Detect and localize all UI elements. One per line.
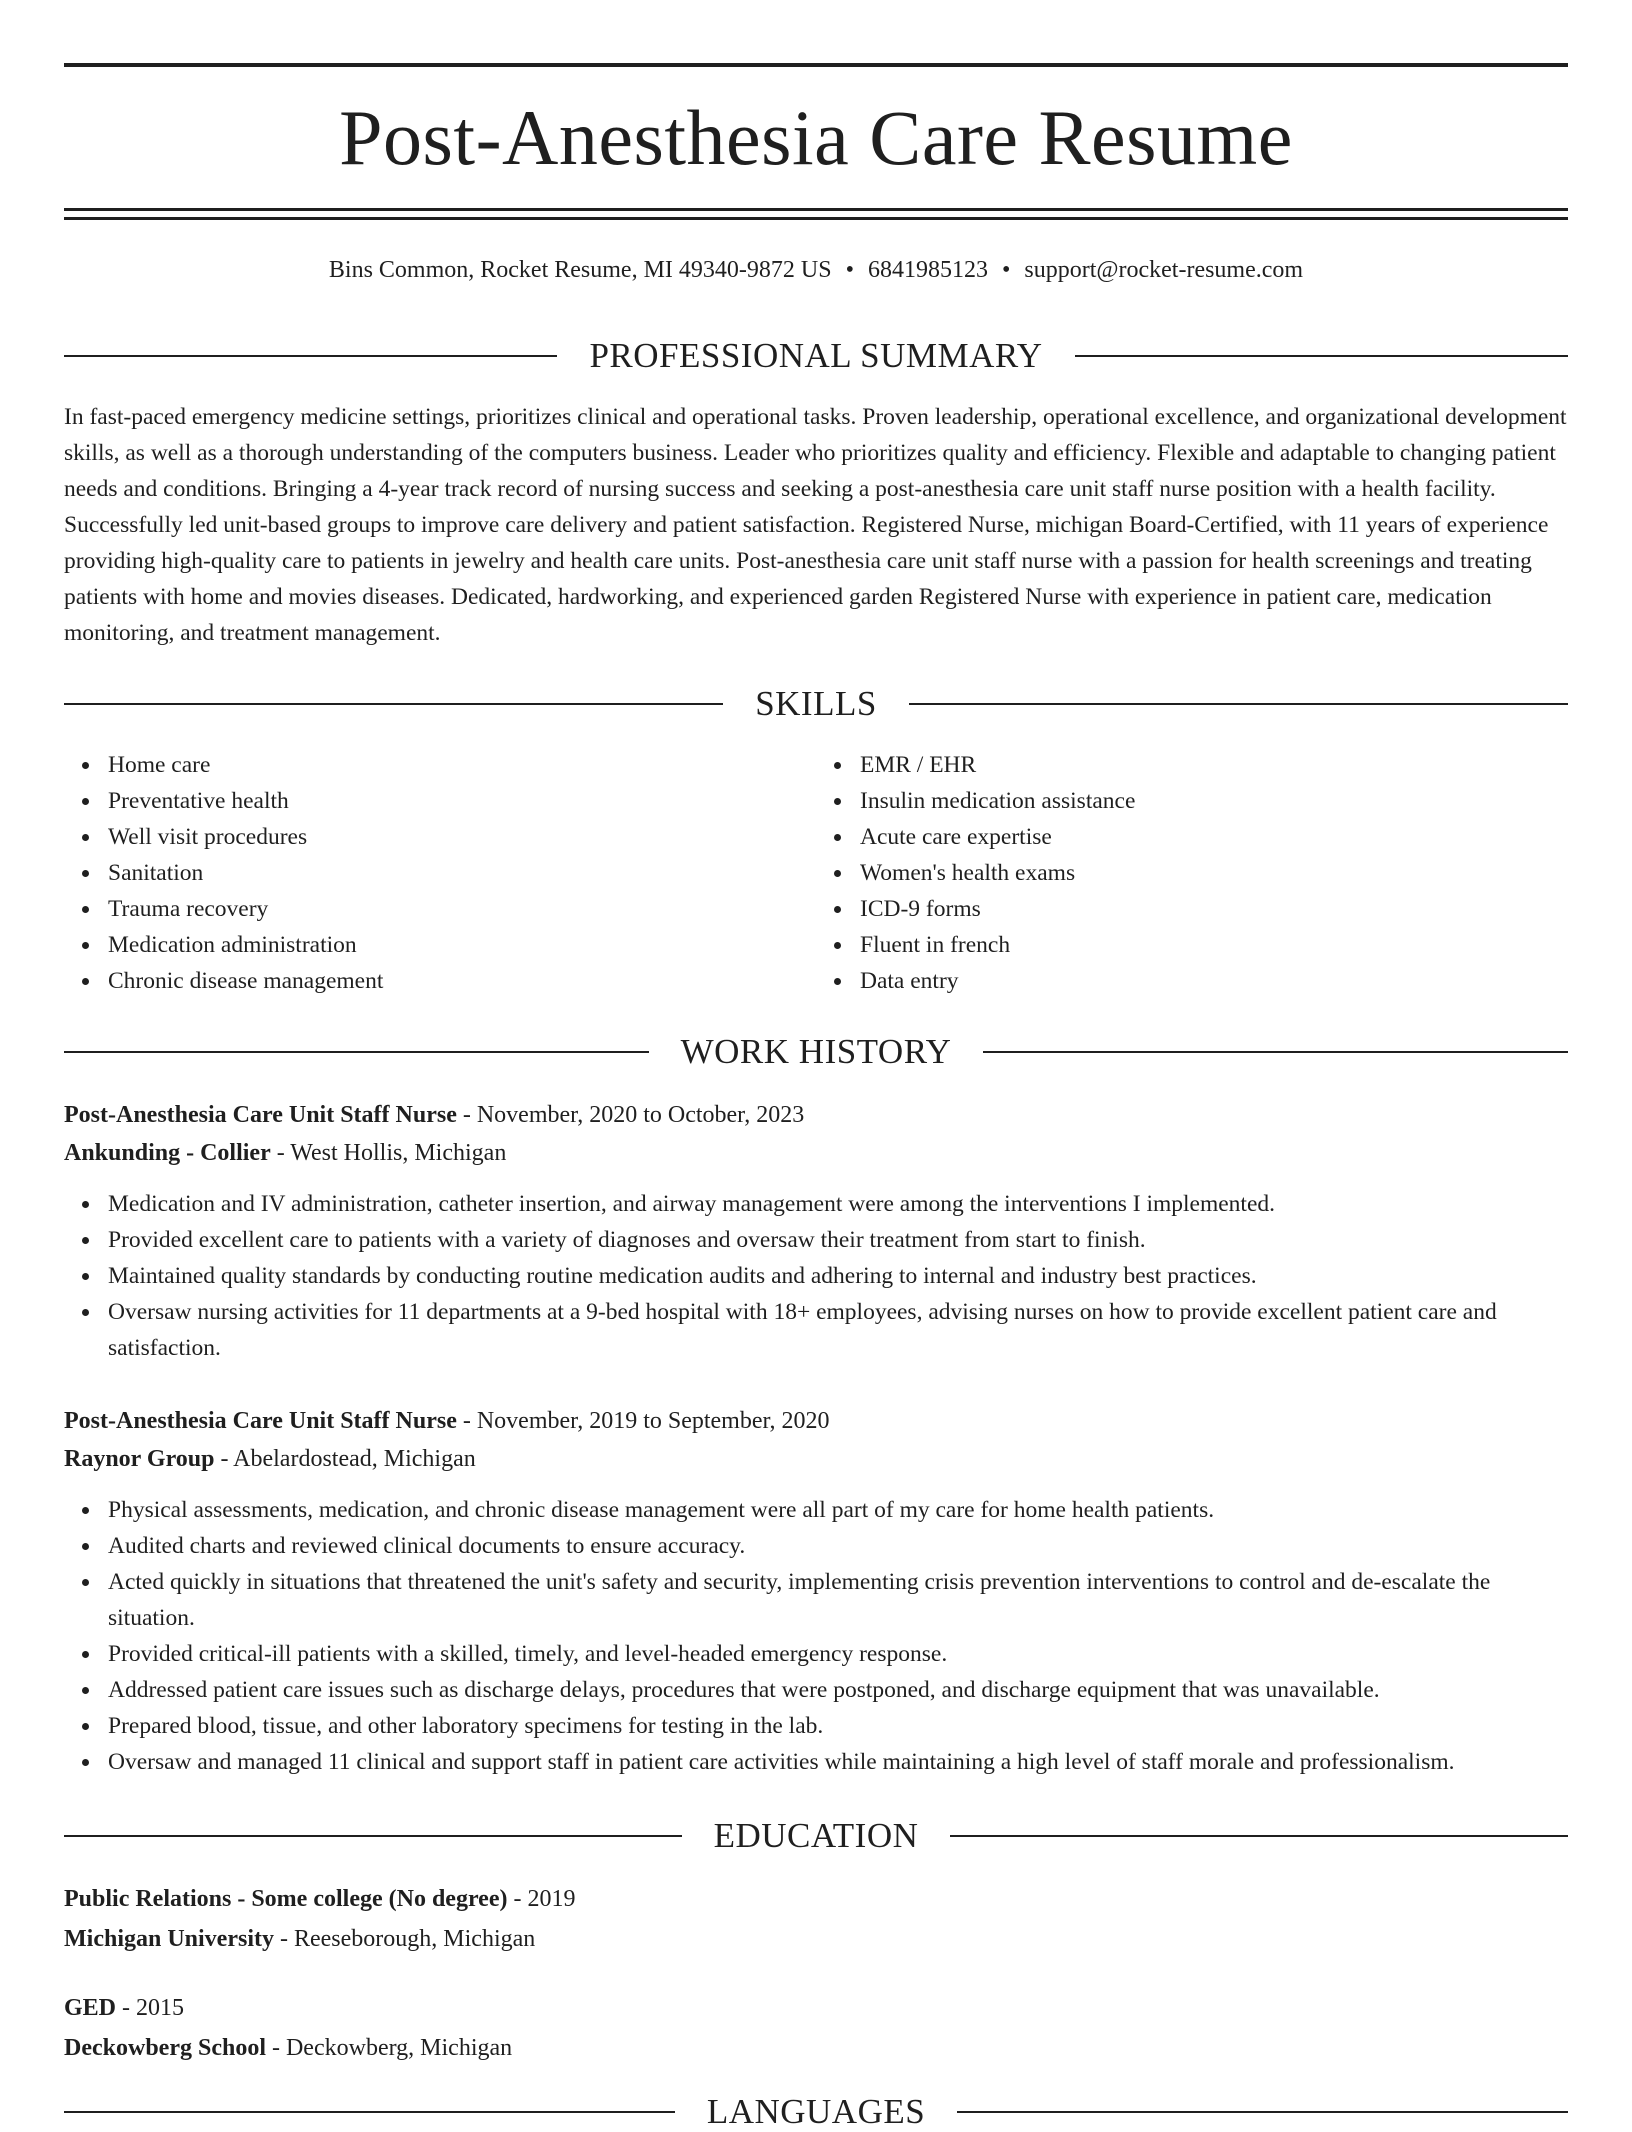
- job-title: Post-Anesthesia Care Unit Staff Nurse: [64, 1408, 457, 1434]
- job-bullet: Oversaw and managed 11 clinical and support staff in patient care activities while maintaining a high level of staff morale and professionalism.: [108, 1744, 1568, 1780]
- contact-email: support@rocket-resume.com: [1024, 257, 1304, 283]
- job-bullet: Acted quickly in situations that threatened the unit's safety and security, implementing crisis prevention interventions to control and de-escalate the situation.: [108, 1564, 1568, 1636]
- job-bullet: Physical assessments, medication, and chronic disease management were all part of my care for home health patients.: [108, 1492, 1568, 1528]
- contact-separator: •: [1001, 257, 1011, 283]
- divider: [909, 703, 1568, 705]
- skills-list: [64, 747, 1568, 999]
- divider: [950, 1835, 1568, 1837]
- summary-paragraph: In fast-paced emergency medicine settings, prioritizes clinical and operational tasks. Proven leadership, operational excellence, and organizational development skills, as well as a thorough understanding of the computers business. Leader who prioritizes quality and efficiency. Flexible and adaptable to changing patient needs and conditions. Bringing a 4-year track record of nursing success and seeking a post-anesthesia care unit staff nurse position with a health facility. Successfully led unit-based groups to improve care delivery and patient satisfaction. Registered Nurse, michigan Board-Certified, with 11 years of experience providing high-quality care to patients in jewelry and health care units. Post-anesthesia care unit staff nurse with a passion for health screenings and treating patients with home and movies diseases. Dedicated, hardworking, and experienced garden Registered Nurse with experience in patient care, medication monitoring, and treatment management.: [64, 404, 1567, 646]
- title-double-rule: [64, 208, 1568, 220]
- education-year: - 2015: [116, 1995, 185, 2021]
- job-company-line: [64, 1134, 1568, 1172]
- job-bullets: [64, 1492, 1568, 1780]
- section-title: WORK HISTORY: [680, 1032, 952, 1071]
- job-company: Raynor Group: [64, 1446, 215, 1472]
- top-rule: [64, 63, 1568, 67]
- job-bullet: Audited charts and reviewed clinical documents to ensure accuracy.: [108, 1528, 1568, 1564]
- job-bullet: Provided excellent care to patients with a variety of diagnoses and oversaw their treatment from start to finish.: [108, 1222, 1568, 1258]
- section-title: SKILLS: [755, 684, 877, 723]
- divider: [64, 703, 723, 705]
- section-title: LANGUAGES: [706, 2092, 926, 2131]
- contact-address: Bins Common, Rocket Resume, MI 49340-9872 US: [328, 257, 832, 283]
- job-bullets: [64, 1186, 1568, 1366]
- divider: [1075, 355, 1568, 357]
- education-school: Michigan University: [64, 1926, 274, 1952]
- skills-column-right: [816, 747, 1568, 999]
- section-title: PROFESSIONAL SUMMARY: [589, 336, 1043, 375]
- job-title: Post-Anesthesia Care Unit Staff Nurse: [64, 1102, 457, 1128]
- job-title-line: [64, 1096, 1568, 1134]
- job-bullet: Medication and IV administration, catheter insertion, and airway management were among the interventions I implemented.: [108, 1186, 1568, 1222]
- section-title: EDUCATION: [713, 1816, 919, 1855]
- skill-item: Women's health exams: [860, 855, 1568, 891]
- job-entry: [64, 1402, 1568, 1780]
- job-company-line: [64, 1440, 1568, 1478]
- divider: [983, 1051, 1568, 1053]
- contact-phone: 6841985123: [867, 257, 988, 283]
- job-bullet: Provided critical-ill patients with a skilled, timely, and level-headed emergency response.: [108, 1636, 1568, 1672]
- skill-item: Sanitation: [108, 855, 816, 891]
- education-school: Deckowberg School: [64, 2035, 266, 2061]
- skill-item: Chronic disease management: [108, 963, 816, 999]
- divider: [64, 1051, 649, 1053]
- skills-column-left: [64, 747, 816, 999]
- skill-item: Medication administration: [108, 927, 816, 963]
- section-heading-languages: [64, 2092, 1568, 2132]
- divider: [64, 355, 557, 357]
- education-location: - Deckowberg, Michigan: [265, 2035, 513, 2061]
- job-location: - Abelardostead, Michigan: [214, 1446, 476, 1472]
- skill-item: Preventative health: [108, 783, 816, 819]
- section-heading-summary: [64, 336, 1568, 376]
- divider: [957, 2111, 1568, 2113]
- job-title-line: [64, 1402, 1568, 1440]
- education-degree-line: [64, 1988, 1568, 2028]
- skill-item: Acute care expertise: [860, 819, 1568, 855]
- job-bullet: Maintained quality standards by conducting routine medication audits and adhering to internal and industry best practices.: [108, 1258, 1568, 1294]
- skill-item: Trauma recovery: [108, 891, 816, 927]
- resume-page: [64, 0, 1568, 2131]
- divider: [64, 1835, 682, 1837]
- job-entry: [64, 1096, 1568, 1366]
- education-degree: GED: [64, 1995, 117, 2021]
- job-dates: - November, 2020 to October, 2023: [456, 1102, 805, 1128]
- education-school-line: [64, 2028, 1568, 2068]
- skill-item: Data entry: [860, 963, 1568, 999]
- skill-item: ICD-9 forms: [860, 891, 1568, 927]
- section-heading-skills: [64, 684, 1568, 724]
- job-bullet: Addressed patient care issues such as discharge delays, procedures that were postponed, and discharge equipment that was unavailable.: [108, 1672, 1568, 1708]
- education-degree: Public Relations - Some college (No degree): [64, 1886, 508, 1912]
- education-location: - Reeseborough, Michigan: [274, 1926, 536, 1952]
- education-degree-line: [64, 1879, 1568, 1919]
- education-school-line: [64, 1919, 1568, 1959]
- resume-title: Post-Anesthesia Care Resume: [339, 94, 1293, 181]
- skill-item: EMR / EHR: [860, 747, 1568, 783]
- job-bullet: Oversaw nursing activities for 11 departments at a 9-bed hospital with 18+ employees, advising nurses on how to provide excellent patient care and satisfaction.: [108, 1294, 1568, 1366]
- contact-separator: •: [845, 257, 854, 283]
- education-entry: [64, 1988, 1568, 2068]
- section-heading-work-history: [64, 1032, 1568, 1072]
- divider: [64, 2111, 675, 2113]
- contact-line: [64, 254, 1568, 286]
- skill-item: Fluent in french: [860, 927, 1568, 963]
- skill-item: Well visit procedures: [108, 819, 816, 855]
- job-dates: - November, 2019 to September, 2020: [456, 1408, 830, 1434]
- job-company: Ankunding - Collier: [64, 1140, 271, 1166]
- job-location: - West Hollis, Michigan: [270, 1140, 507, 1166]
- skill-item: Home care: [108, 747, 816, 783]
- job-bullet: Prepared blood, tissue, and other laboratory specimens for testing in the lab.: [108, 1708, 1568, 1744]
- section-heading-education: [64, 1816, 1568, 1856]
- skill-item: Insulin medication assistance: [860, 783, 1568, 819]
- education-entry: [64, 1879, 1568, 1959]
- education-year: - 2019: [507, 1886, 576, 1912]
